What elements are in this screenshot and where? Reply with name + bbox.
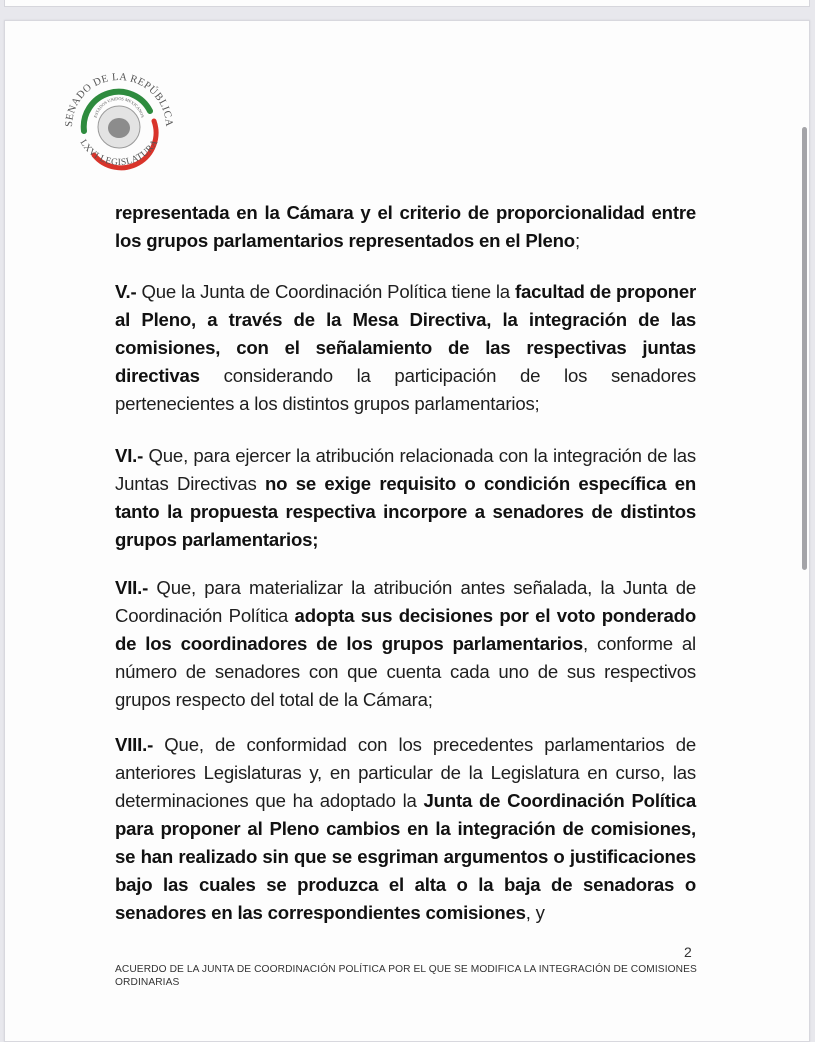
plain-text: Que, para materializar la atribución antes señalada, la Junta de Coordinación Política <box>115 577 696 626</box>
previous-page-edge <box>4 0 810 7</box>
paragraph-vii <box>115 574 696 714</box>
plain-text: Que, para ejercer la atribución relacionada con la integración de las Juntas Directivas <box>115 445 696 494</box>
paragraph-viii <box>115 731 696 927</box>
logo-bottom-text: LXVI LEGISLATURA <box>77 138 161 169</box>
plain-text: ; <box>574 230 580 251</box>
eagle-icon <box>108 118 130 138</box>
plain-text: Que la Junta de Coordinación Política tiene la <box>136 281 515 302</box>
plain-text: Que, de conformidad con los precedentes parlamentarios de anteriores Legislaturas y, en particular de la Legislatura en curso, las determinaciones que ha adoptado la <box>115 734 696 811</box>
logo-top-text: SENADO DE LA REPÚBLICA <box>63 71 175 128</box>
bold-text: adopta sus decisiones por el voto ponderado de los coordinadores de los grupos parlamentarios <box>115 605 696 654</box>
bold-text: facultad de proponer al Pleno, a través de la Mesa Directiva, la integración de las comisiones, con el señalamiento de las respectivas juntas directivas <box>115 281 697 386</box>
paragraph-number: VI.- <box>115 445 144 466</box>
paragraph-v <box>115 278 696 418</box>
paragraph-number: VIII.- <box>115 734 154 755</box>
bold-text: representada en la Cámara y el criterio de proporcionalidad entre los grupos parlamentarios representados en el Pleno <box>115 202 696 251</box>
plain-text: , conforme al número de senadores con que cuenta cada uno de sus respectivos grupos respecto del total de la Cámara; <box>115 633 696 710</box>
paragraph-number: V.- <box>115 281 137 302</box>
bold-text: Junta de Coordinación Política para proponer al Pleno cambios en la integración de comisiones, se han realizado sin que se esgriman argumentos o justificaciones bajo las cuales se produzca el alta o la baja de senadoras o senadores en las correspondientes comisiones <box>115 790 696 923</box>
vertical-scrollbar[interactable] <box>802 127 807 570</box>
logo-inner-text: ESTADOS UNIDOS MEXICANOS <box>92 95 146 119</box>
page-number: 2 <box>684 944 692 960</box>
paragraph-vi <box>115 442 696 554</box>
senado-logo <box>58 65 180 183</box>
plain-text: , y <box>525 902 545 923</box>
paragraph-intro <box>115 199 696 255</box>
paragraph-number: VII.- <box>115 577 149 598</box>
bold-text: no se exige requisito o condición específica en tanto la propuesta respectiva incorpore a senadores de distintos grupos parlamentarios; <box>115 473 696 550</box>
plain-text: considerando la participación de los senadores pertenecientes a los distintos grupos parlamentarios; <box>115 365 696 414</box>
footer-text: ACUERDO DE LA JUNTA DE COORDINACIÓN POLÍTICA POR EL QUE SE MODIFICA LA INTEGRACIÓN DE COMISIONES ORDINARIAS <box>115 964 697 988</box>
